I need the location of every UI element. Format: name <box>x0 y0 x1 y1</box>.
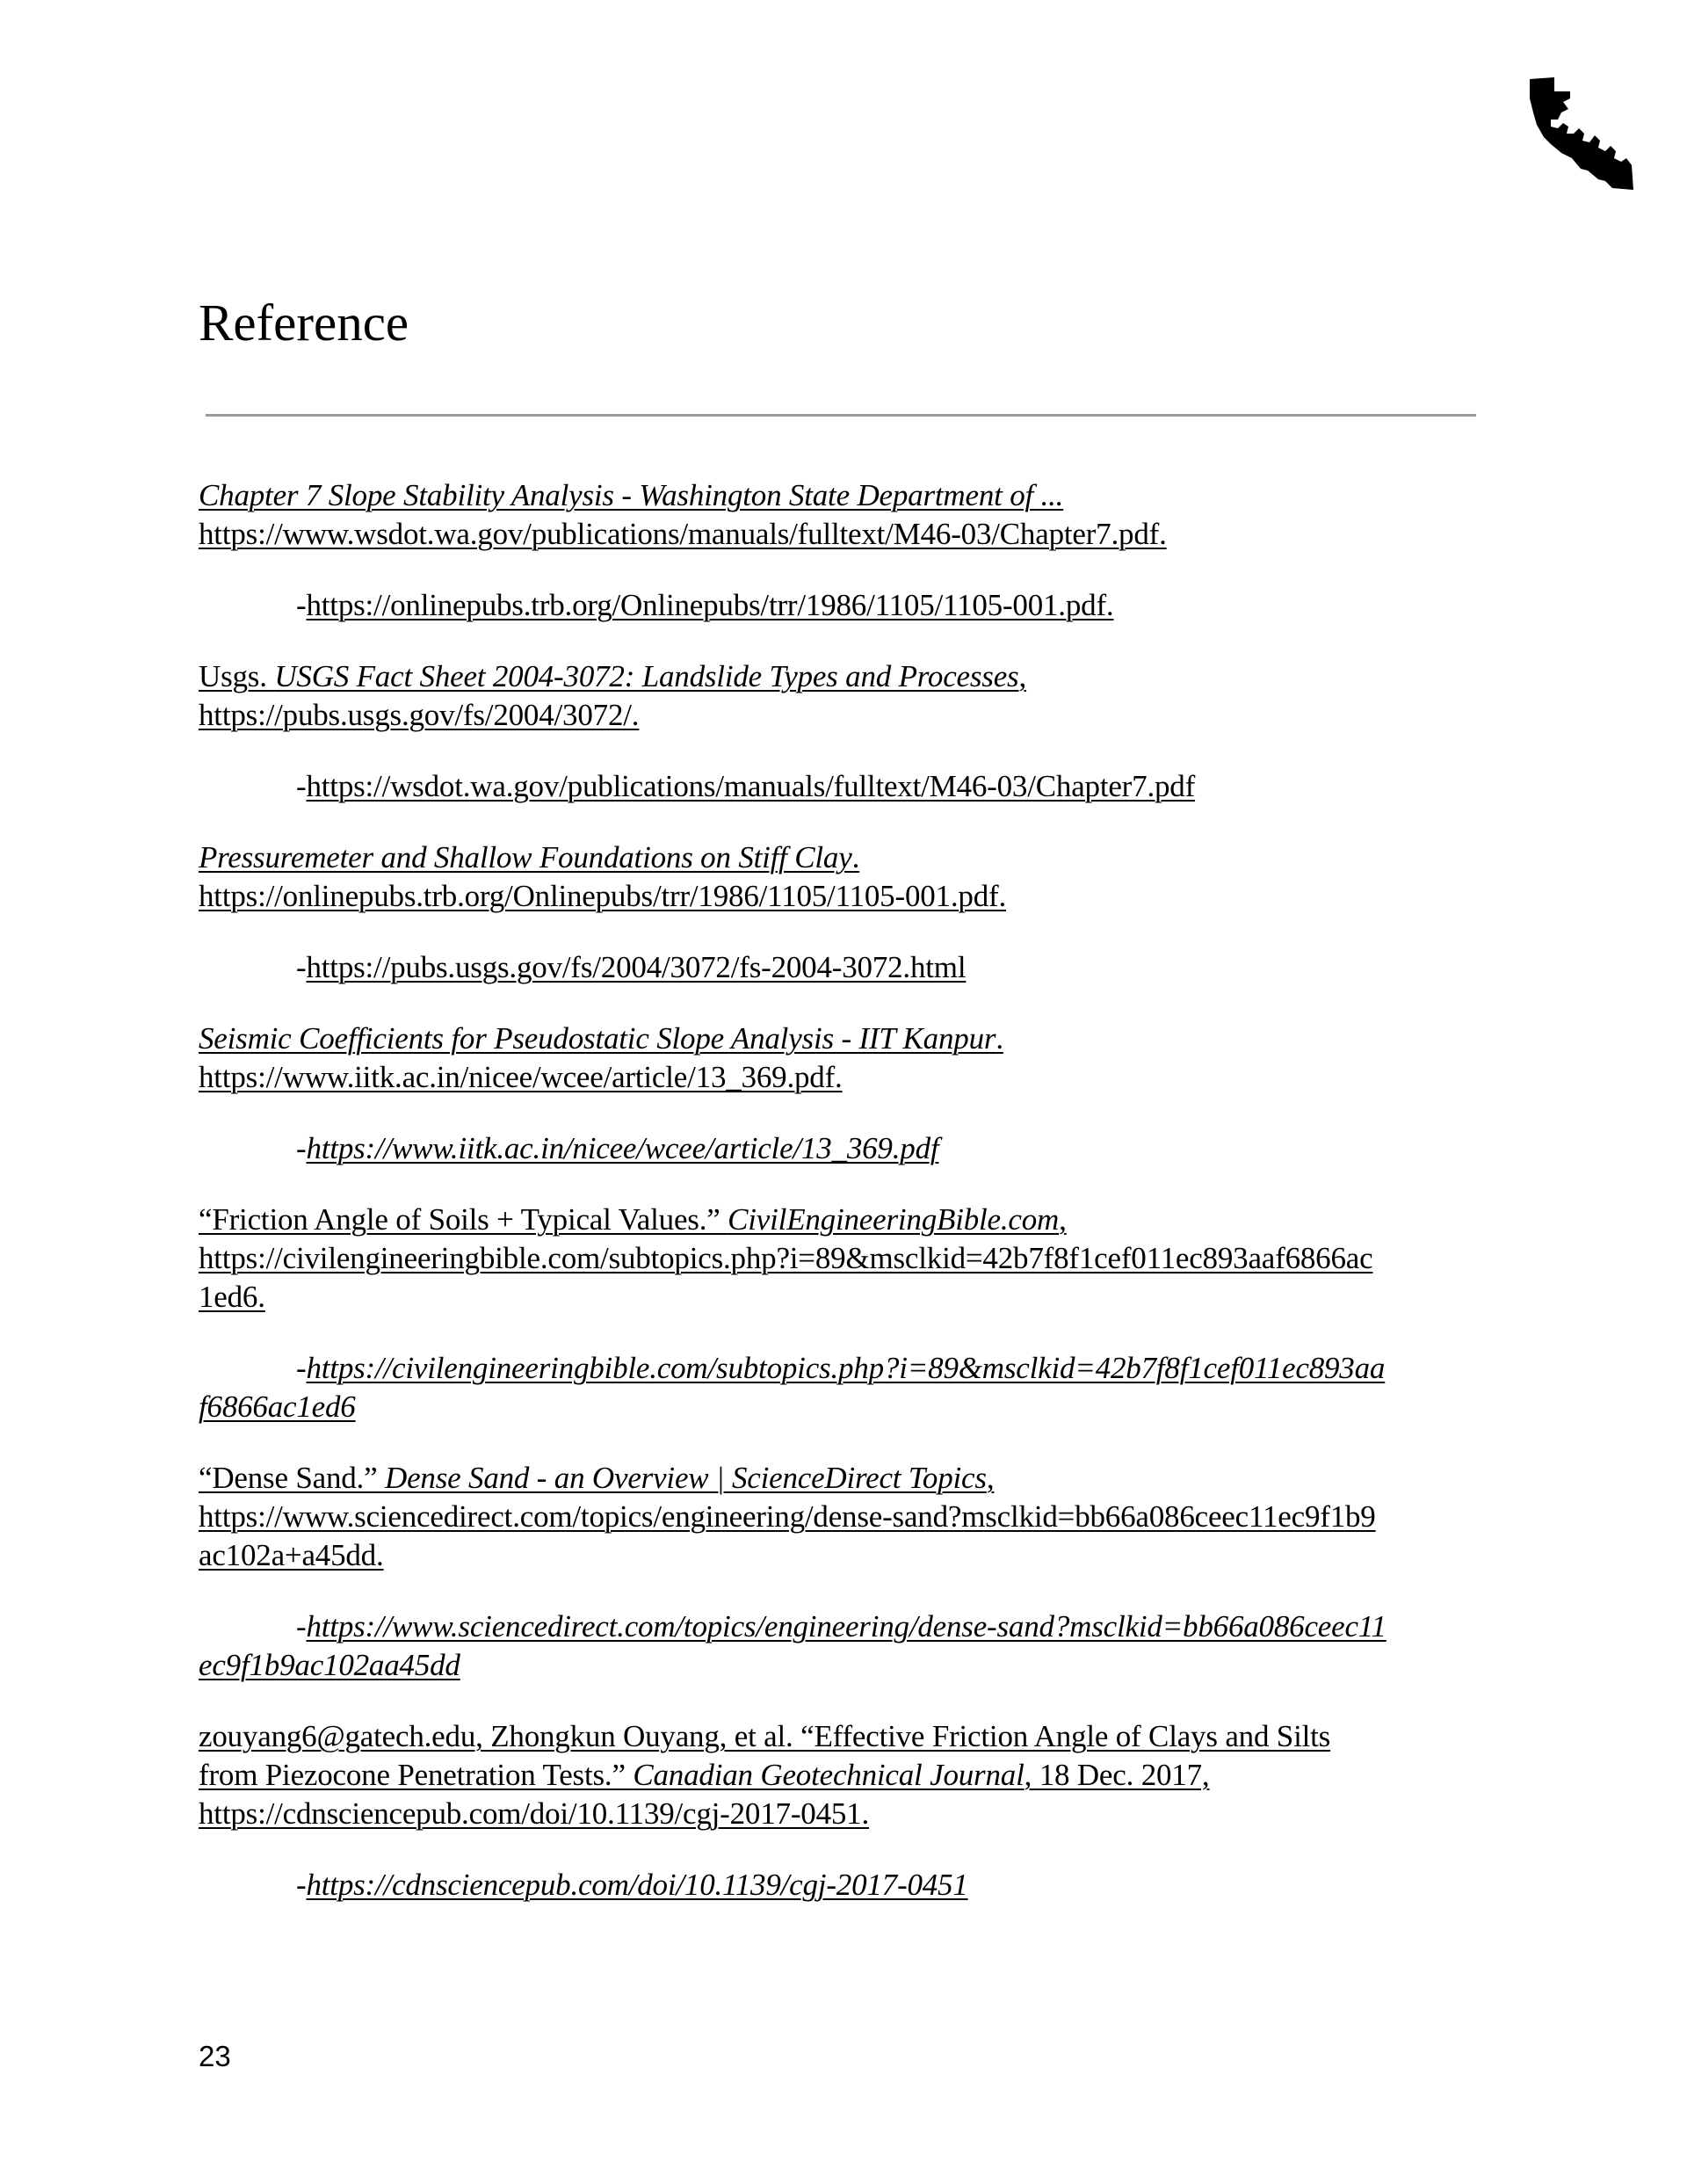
reference-3-url[interactable]: https://onlinepubs.trb.org/Onlinepubs/trr/1986/1105/1105-001.pdf. <box>199 879 1006 913</box>
reference-6-link[interactable]: -https://www.sciencedirect.com/topics/engineering/dense-sand?msclkid=bb66a086ceec11 <box>296 1609 1387 1643</box>
page-title: Reference <box>199 294 409 352</box>
reference-4-punct: . <box>996 1021 1003 1056</box>
reference-4-link-text: https://www.iitk.ac.in/nicee/wcee/article/13_369.pdf <box>306 1131 939 1165</box>
reference-6-article: “Dense Sand.” <box>199 1461 385 1495</box>
reference-7-journal[interactable] <box>199 1756 1209 1795</box>
reference-4-title[interactable] <box>199 1019 1003 1058</box>
reference-7-journal-name: Canadian Geotechnical Journal <box>633 1758 1025 1792</box>
reference-6-url[interactable]: https://www.sciencedirect.com/topics/engineering/dense-sand?msclkid=bb66a086ceec11ec9f1b9 <box>199 1499 1376 1534</box>
california-logo-icon <box>1524 72 1634 195</box>
reference-6-title[interactable] <box>199 1459 994 1498</box>
reference-2-title[interactable] <box>199 657 1026 696</box>
reference-6-site: Dense Sand - an Overview | ScienceDirect Topics <box>385 1461 987 1495</box>
reference-2-author: Usgs. <box>199 659 275 693</box>
reference-3-link[interactable]: -https://pubs.usgs.gov/fs/2004/3072/fs-2004-3072.html <box>296 950 967 984</box>
reference-3-link-text: https://pubs.usgs.gov/fs/2004/3072/fs-2004-3072.html <box>306 950 967 984</box>
reference-5-punct: , <box>1059 1202 1067 1237</box>
reference-6-link-text: https://www.sciencedirect.com/topics/engineering/dense-sand?msclkid=bb66a086ceec11 <box>306 1609 1387 1643</box>
reference-3-title[interactable] <box>199 838 859 877</box>
reference-1-link-text: https://onlinepubs.trb.org/Onlinepubs/trr/1986/1105/1105-001.pdf. <box>306 588 1114 622</box>
reference-4-title-text: Seismic Coefficients for Pseudostatic Slope Analysis - IIT Kanpur <box>199 1021 996 1056</box>
reference-5-url[interactable]: https://civilengineeringbible.com/subtopics.php?i=89&msclkid=42b7f8f1cef011ec893aaf6866ac <box>199 1241 1373 1275</box>
reference-7-article-end: from Piezocone Penetration Tests.” <box>199 1758 634 1792</box>
reference-5-title[interactable] <box>199 1201 1067 1239</box>
title-divider <box>206 414 1476 417</box>
reference-6-url-cont[interactable]: ac102a+a45dd. <box>199 1538 384 1572</box>
reference-7-link[interactable]: -https://cdnsciencepub.com/doi/10.1139/cgj-2017-0451 <box>296 1868 968 1902</box>
reference-5-site: CivilEngineeringBible.com <box>728 1202 1060 1237</box>
reference-2-link[interactable]: -https://wsdot.wa.gov/publications/manuals/fulltext/M46-03/Chapter7.pdf <box>296 769 1196 803</box>
reference-1-link[interactable]: -https://onlinepubs.trb.org/Onlinepubs/trr/1986/1105/1105-001.pdf. <box>296 588 1114 622</box>
reference-7-link-text: https://cdnsciencepub.com/doi/10.1139/cgj-2017-0451 <box>306 1868 968 1902</box>
reference-2-link-text: https://wsdot.wa.gov/publications/manuals/fulltext/M46-03/Chapter7.pdf <box>306 769 1196 803</box>
reference-5-link-text: https://civilengineeringbible.com/subtopics.php?i=89&msclkid=42b7f8f1cef011ec893aa <box>306 1351 1386 1385</box>
reference-7-url[interactable]: https://cdnsciencepub.com/doi/10.1139/cgj-2017-0451. <box>199 1796 870 1831</box>
reference-1-url[interactable]: https://www.wsdot.wa.gov/publications/manuals/fulltext/M46-03/Chapter7.pdf. <box>199 517 1167 551</box>
reference-4-url[interactable]: https://www.iitk.ac.in/nicee/wcee/article/13_369.pdf. <box>199 1060 843 1094</box>
reference-6-punct: , <box>986 1461 995 1495</box>
reference-1-title[interactable] <box>199 476 1063 515</box>
reference-6-link-cont[interactable]: ec9f1b9ac102aa45dd <box>199 1648 460 1682</box>
reference-5-article: “Friction Angle of Soils + Typical Values.” <box>199 1202 728 1237</box>
reference-4-link[interactable]: -https://www.iitk.ac.in/nicee/wcee/article/13_369.pdf <box>296 1131 939 1165</box>
reference-7-authors[interactable]: zouyang6@gatech.edu, Zhongkun Ouyang, et al. “Effective Friction Angle of Clays and Silts <box>199 1719 1331 1753</box>
reference-2-punct: , <box>1018 659 1027 693</box>
page-number: 23 <box>199 2040 231 2072</box>
reference-2-url[interactable]: https://pubs.usgs.gov/fs/2004/3072/. <box>199 698 640 732</box>
reference-5-link[interactable]: -https://civilengineeringbible.com/subtopics.php?i=89&msclkid=42b7f8f1cef011ec893aa <box>296 1351 1386 1385</box>
reference-2-title-text: USGS Fact Sheet 2004-3072: Landslide Types and Processes <box>274 659 1019 693</box>
reference-5-link-cont[interactable]: f6866ac1ed6 <box>199 1389 356 1424</box>
reference-3-punct: . <box>851 840 860 874</box>
reference-1-title-text: Chapter 7 Slope Stability Analysis - Washington State Department of ... <box>199 478 1064 512</box>
reference-7-date: , 18 Dec. 2017, <box>1024 1758 1210 1792</box>
reference-5-url-cont[interactable]: 1ed6. <box>199 1280 265 1314</box>
reference-3-title-text: Pressuremeter and Shallow Foundations on Stiff Clay <box>199 840 852 874</box>
